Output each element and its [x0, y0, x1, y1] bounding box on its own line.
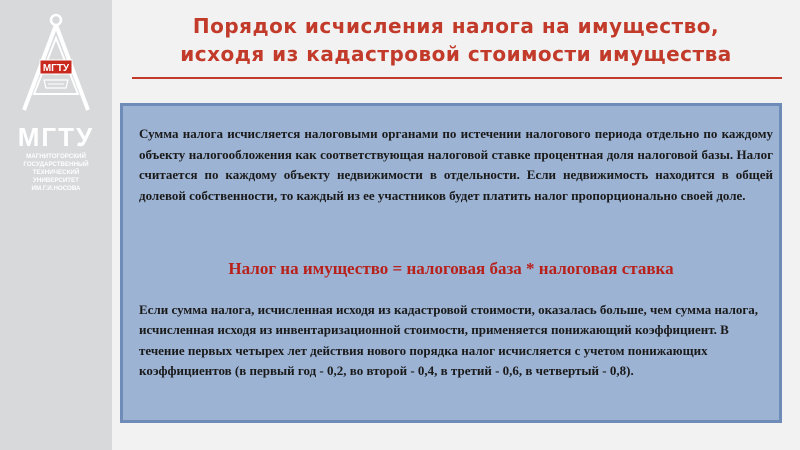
logo-sidebar — [0, 0, 112, 450]
tax-formula: Налог на имущество = налоговая база * налоговая ставка — [228, 259, 674, 278]
content-box — [120, 103, 782, 423]
emblem-text: МГТУ — [42, 63, 70, 74]
title-underline — [132, 77, 782, 79]
title-line-2: исходя из кадастровой стоимости имущества — [180, 42, 732, 66]
paragraph-tax-calculation: Сумма налога исчисляется налоговыми органами по истечении налогового периода отдельно по каждому объекту налогообложения как соответствующая налоговой ставке процентная доля налоговой базы. Налог считается по каждому объекту недвижимости в отдельности. Если недвижимость находится в общей долевой собственности, то каждый из ее участников будет платить налог пропорционально своей доле. — [139, 126, 773, 203]
logo-subtitle: МАГНИТОГОРСКИЙ ГОСУДАРСТВЕННЫЙ ТЕХНИЧЕСКИЙ УНИВЕРСИТЕТ ИМ.Г.И.НОСОВА — [23, 153, 89, 192]
university-emblem-icon — [14, 10, 98, 120]
paragraph-reduction-coefficient: Если сумма налога, исчисленная исходя из кадастровой стоимости, оказалась больше, чем сумма налога, исчисленная исходя из инвентаризационной стоимости, применяется понижающий коэффициент. В течение первых четырех лет действия нового порядка налог исчисляется с учетом понижающих коэффициентов (в первый год - 0,2, во второй - 0,4, в третий - 0,6, в четвертый - 0,8). — [139, 302, 759, 379]
logo-name: МГТУ — [17, 122, 95, 152]
title-line-1: Порядок исчисления налога на имущество, — [192, 14, 720, 38]
slide-title — [118, 12, 794, 68]
